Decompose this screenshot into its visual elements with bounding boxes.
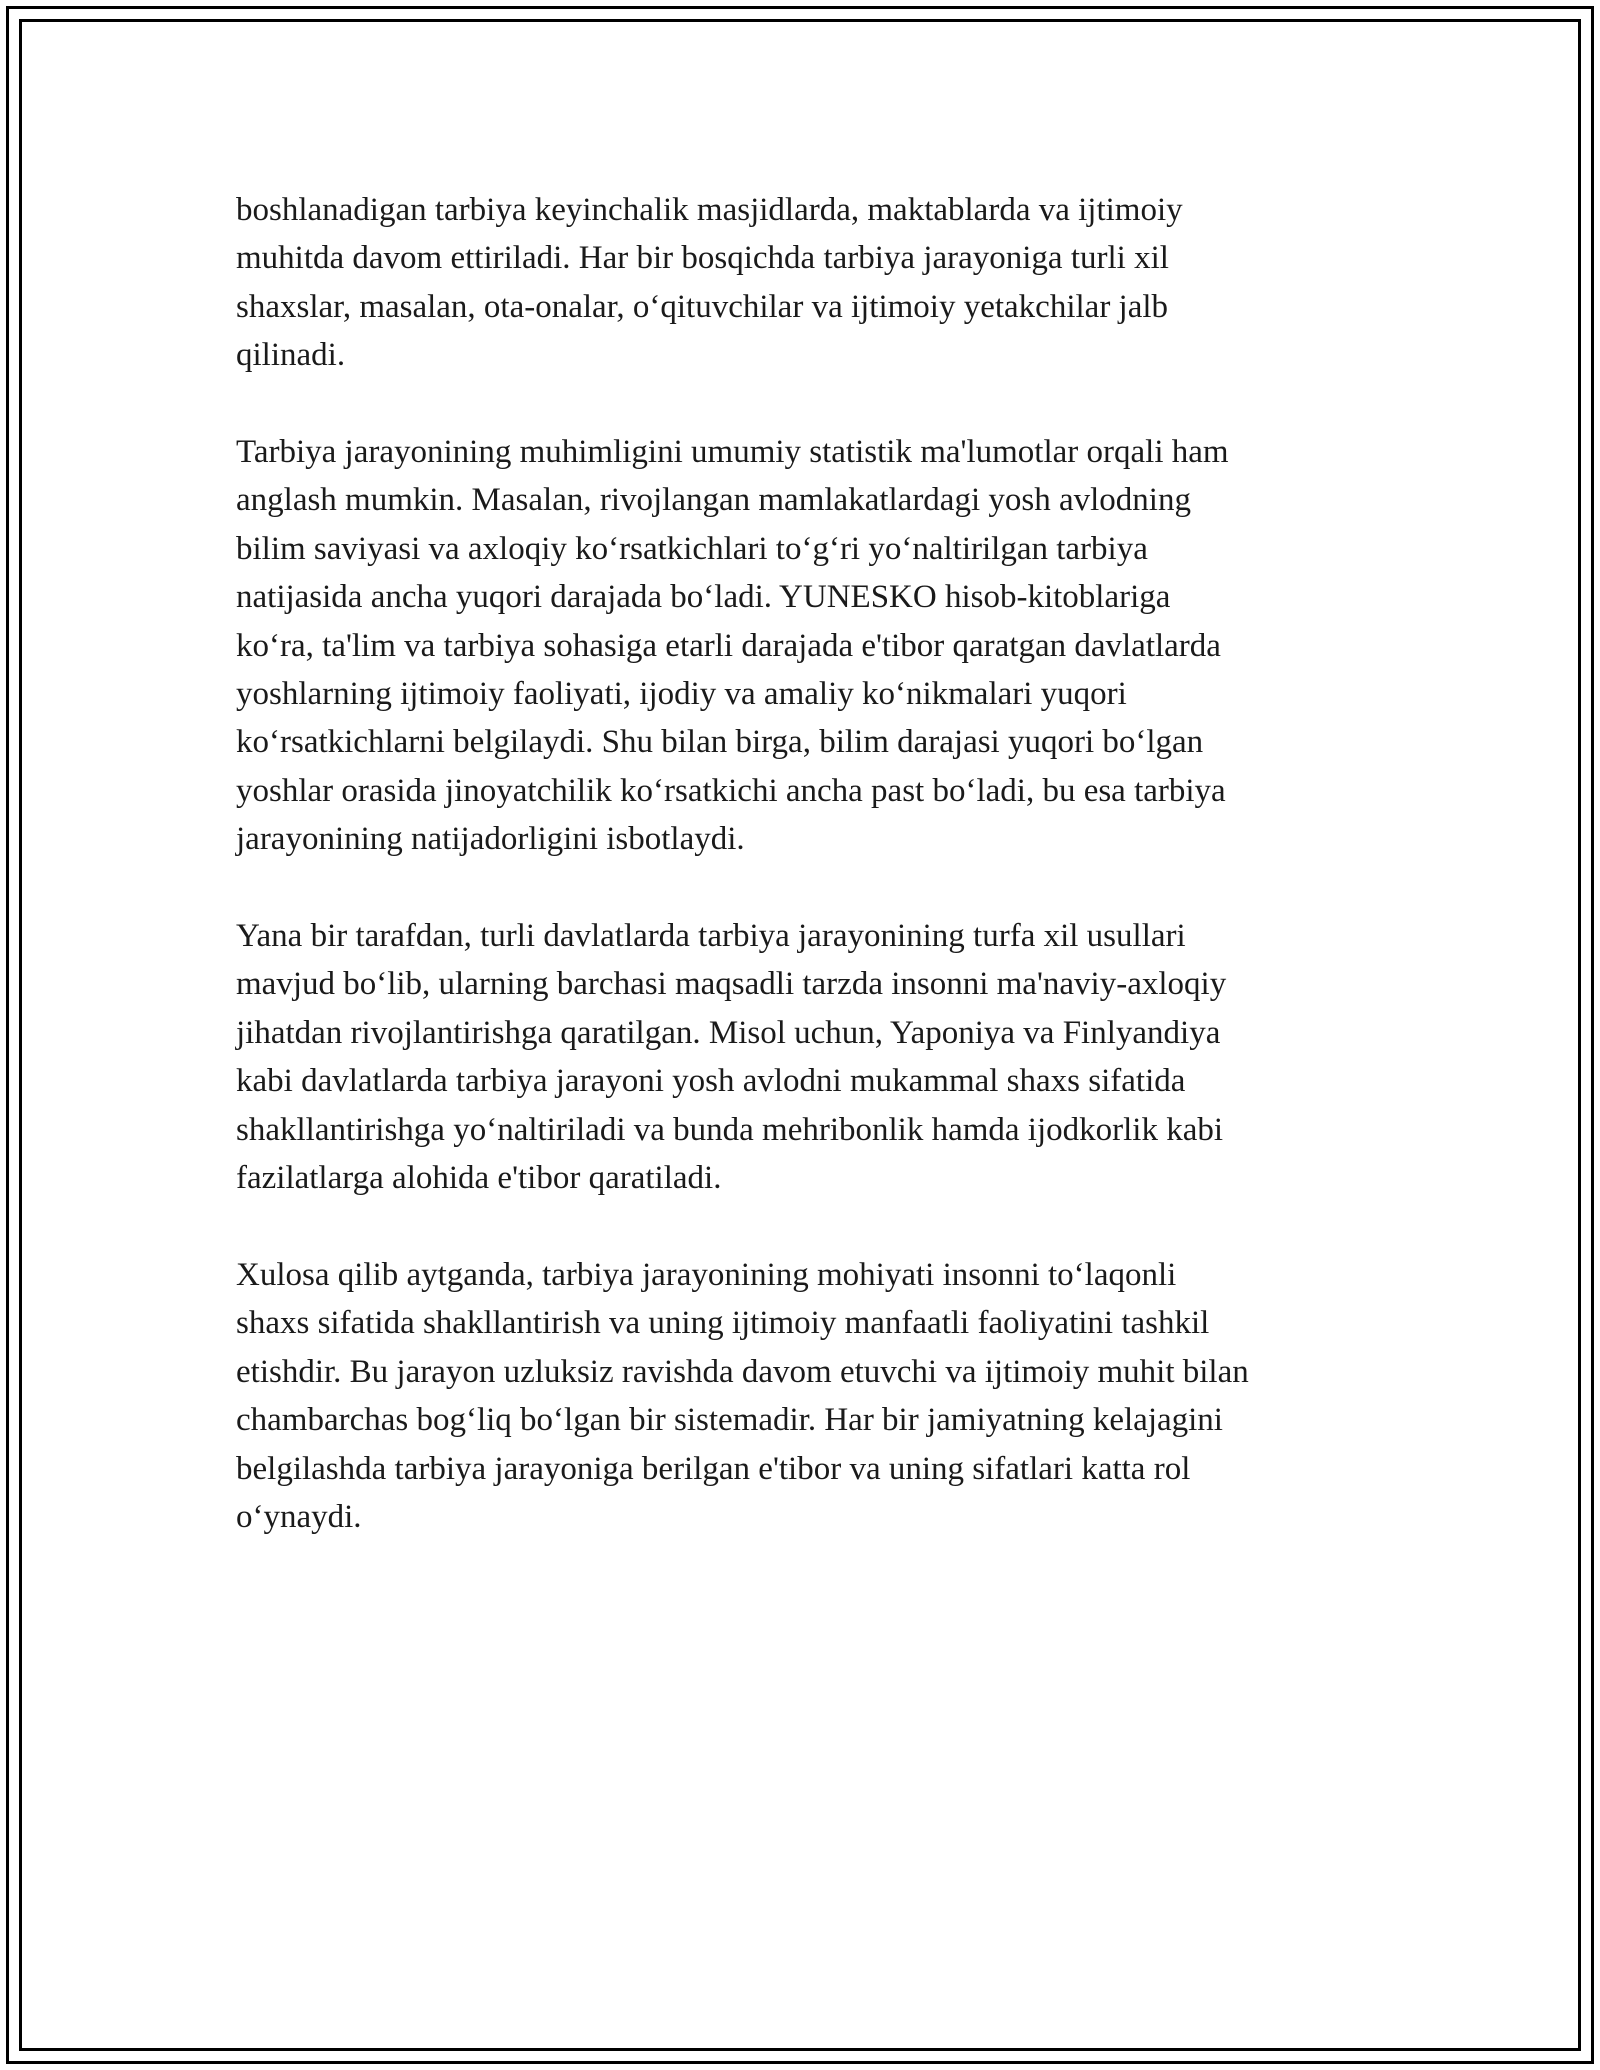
paragraph-4: Xulosa qilib aytganda, tarbiya jarayonining mohiyati insonni to‘laqonli shaxs sifatida shakllantirish va uning ijtimoiy manfaatli faoliyatini tashkil etishdir. Bu jarayon uzluksiz ravishda davom etuvchi va ijtimoiy muhit bilan chambarchas bog‘liq bo‘lgan bir sistemadir. Har bir jamiyatning kelajagini belgilashda tarbiya jarayoniga berilgan e'tibor va uning sifatlari katta rol o‘ynaydi. bbox=[236, 1256, 1249, 1535]
paragraph-3: Yana bir tarafdan, turli davlatlarda tarbiya jarayonining turfa xil usullari mavjud bo‘lib, ularning barchasi maqsadli tarzda insonni ma'naviy-axloqiy jihatdan rivojlantirishga qaratilgan. Misol uchun, Yaponiya va Finlyandiya kabi davlatlarda tarbiya jarayoni yosh avlodni mukammal shaxs sifatida shakllantirishga yo‘naltiriladi va bunda mehribonlik hamda ijodkorlik kabi fazilatlarga alohida e'tibor qaratiladi. bbox=[236, 918, 1227, 1197]
paragraph-2: Tarbiya jarayonining muhimligini umumiy statistik ma'lumotlar orqali ham anglash mumkin. Masalan, rivojlangan mamlakatlardagi yosh avlodning bilim saviyasi va axloqiy ko‘rsatkichlari to‘g‘ri yo‘naltirilgan tarbiya natijasida ancha yuqori darajada bo‘ladi. YUNESKO hisob-kitoblariga ko‘ra, ta'lim va tarbiya sohasiga etarli darajada e'tibor qaratgan davlatlarda yoshlarning ijtimoiy faoliyati, ijodiy va amaliy ko‘nikmalari yuqori ko‘rsatkichlarni belgilaydi. Shu bilan birga, bilim darajasi yuqori bo‘lgan yoshlar orasida jinoyatchilik ko‘rsatkichi ancha past bo‘ladi, bu esa tarbiya jarayonining natijadorligini isbotlaydi. bbox=[236, 434, 1229, 858]
document-body bbox=[236, 186, 1386, 1590]
paragraph-1: boshlanadigan tarbiya keyinchalik masjidlarda, maktablarda va ijtimoiy muhitda davom ettiriladi. Har bir bosqichda tarbiya jarayoniga turli xil shaxslar, masalan, ota-onalar, o‘qituvchilar va ijtimoiy yetakchilar jalb qilinadi. bbox=[236, 192, 1183, 374]
